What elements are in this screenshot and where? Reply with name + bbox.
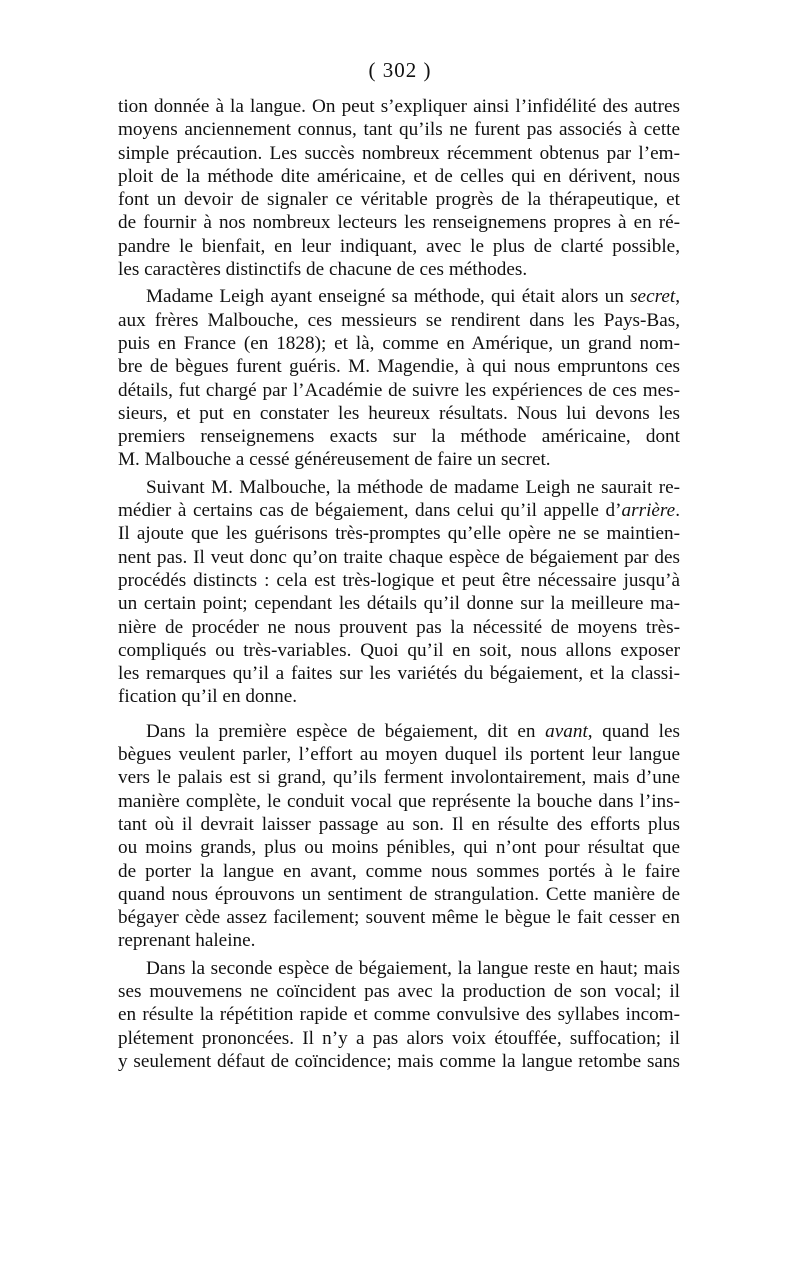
paragraph-2	[118, 285, 680, 471]
text-line: quand nous éprouvons un sentiment de strangulation. Cette manière de	[118, 883, 680, 905]
text-line: manière complète, le conduit vocal que représente la bouche dans l’ins-	[118, 790, 680, 812]
text-line: fication qu’il en donne.	[118, 686, 298, 708]
text-line: les caractères distinctifs de chacune de ces méthodes.	[118, 259, 528, 281]
text-line: bre de bègues furent guéris. M. Magendie, à qui nous empruntons ces	[118, 356, 680, 378]
text-line: détails, fut chargé par l’Académie de suivre les expériences de ces mes-	[118, 379, 680, 401]
text-line: pandre le bienfait, en leur indiquant, avec le plus de clarté possible,	[118, 235, 680, 257]
text-line: de fournir à nos nombreux lecteurs les renseignemens propres à en ré-	[118, 212, 680, 234]
text-line: en résulte la répétition rapide et comme convulsive des syllabes incom-	[118, 1004, 680, 1026]
italic-word: avant	[545, 720, 588, 742]
text-line: Suivant M. Malbouche, la méthode de madame Leigh ne saurait re-	[146, 476, 680, 498]
text-line: reprenant haleine.	[118, 930, 256, 952]
text-run: médier à certains cas de bégaiement, dans celui qu’il appelle d’	[118, 500, 622, 522]
text-line: puis en France (en 1828); et là, comme en Amérique, un grand nom-	[118, 332, 680, 354]
text-line: aux frères Malbouche, ces messieurs se rendirent dans les Pays-Bas,	[118, 309, 680, 331]
text-run: Madame Leigh ayant enseigné sa méthode, qui était alors un	[146, 286, 631, 308]
text-line: font un devoir de signaler ce véritable progrès de la thérapeutique, et	[118, 189, 680, 211]
text-line: sieurs, et put en constater les heureux résultats. Nous lui devons les	[118, 402, 680, 424]
paragraph-4	[118, 720, 680, 953]
text-line: les remarques qu’il a faites sur les variétés du bégaiement, et la classi-	[118, 663, 680, 685]
text-line: plétement prononcées. Il n’y a pas alors voix étouffée, suffocation; il	[118, 1027, 680, 1049]
text-line: ploit de la méthode dite américaine, et de celles qui en dérivent, nous	[118, 165, 680, 187]
text-line: de porter la langue en avant, comme nous sommes portés à le faire	[118, 860, 680, 882]
text-line: tion donnée à la langue. On peut s’expliquer ainsi l’infidélité des autres	[118, 96, 680, 117]
paragraph-1	[118, 95, 680, 281]
text-line: bégayer cède assez facilement; souvent même le bègue le fait cesser en	[118, 907, 680, 929]
paragraph-3	[118, 476, 680, 709]
body-text	[118, 95, 680, 1073]
text-run: Dans la première espèce de bégaiement, dit en	[146, 720, 546, 742]
text-line: ses mouvemens ne coïncident pas avec la production de son vocal; il	[118, 980, 680, 1002]
text-line: moyens anciennement connus, tant qu’ils ne furent pas associés à cette	[118, 119, 680, 141]
text-line	[118, 285, 680, 308]
text-line: y seulement défaut de coïncidence; mais comme la langue retombe sans	[118, 1050, 680, 1072]
text-line: compliqués ou très-variables. Quoi qu’il en soit, nous allons exposer	[118, 639, 680, 661]
text-line: Dans la seconde espèce de bégaiement, la langue reste en haut; mais	[146, 957, 680, 979]
text-line: nière de procéder ne nous prouvent pas la nécessité de moyens très-	[118, 616, 680, 638]
text-line: bègues veulent parler, l’effort au moyen duquel ils portent leur langue	[118, 744, 680, 766]
text-line	[118, 720, 680, 743]
text-run: , quand les	[587, 720, 680, 742]
text-line	[118, 499, 680, 522]
text-line: simple précaution. Les succès nombreux récemment obtenus par l’em-	[118, 142, 680, 164]
text-line: procédés distincts : cela est très-logique et peut être nécessaire jusqu’à	[118, 569, 680, 591]
text-line: Il ajoute que les guérisons très-promptes qu’elle opère ne se maintien-	[118, 523, 680, 545]
text-line: premiers renseignemens exacts sur la méthode américaine, dont	[118, 426, 680, 448]
text-line: vers le palais est si grand, qu’ils ferment involontairement, mais d’une	[118, 767, 680, 789]
page-number: ( 302 )	[368, 58, 432, 82]
italic-word: secret	[630, 286, 676, 308]
text-line: tant où il devrait laisser passage au son. Il en résulte des efforts plus	[118, 813, 680, 835]
italic-word: arrière	[621, 500, 676, 522]
text-line: un certain point; cependant les détails qu’il donne sur la meilleure ma-	[118, 593, 680, 615]
paragraph-5	[118, 957, 680, 1073]
text-run: .	[675, 500, 680, 522]
text-line: ou moins grands, plus ou moins pénibles, qui n’ont pour résultat que	[118, 837, 680, 859]
text-run: ,	[675, 286, 680, 308]
text-line: nent pas. Il veut donc qu’on traite chaque espèce de bégaiement par des	[118, 546, 680, 568]
text-line: M. Malbouche a cessé généreusement de faire un secret.	[118, 449, 551, 471]
